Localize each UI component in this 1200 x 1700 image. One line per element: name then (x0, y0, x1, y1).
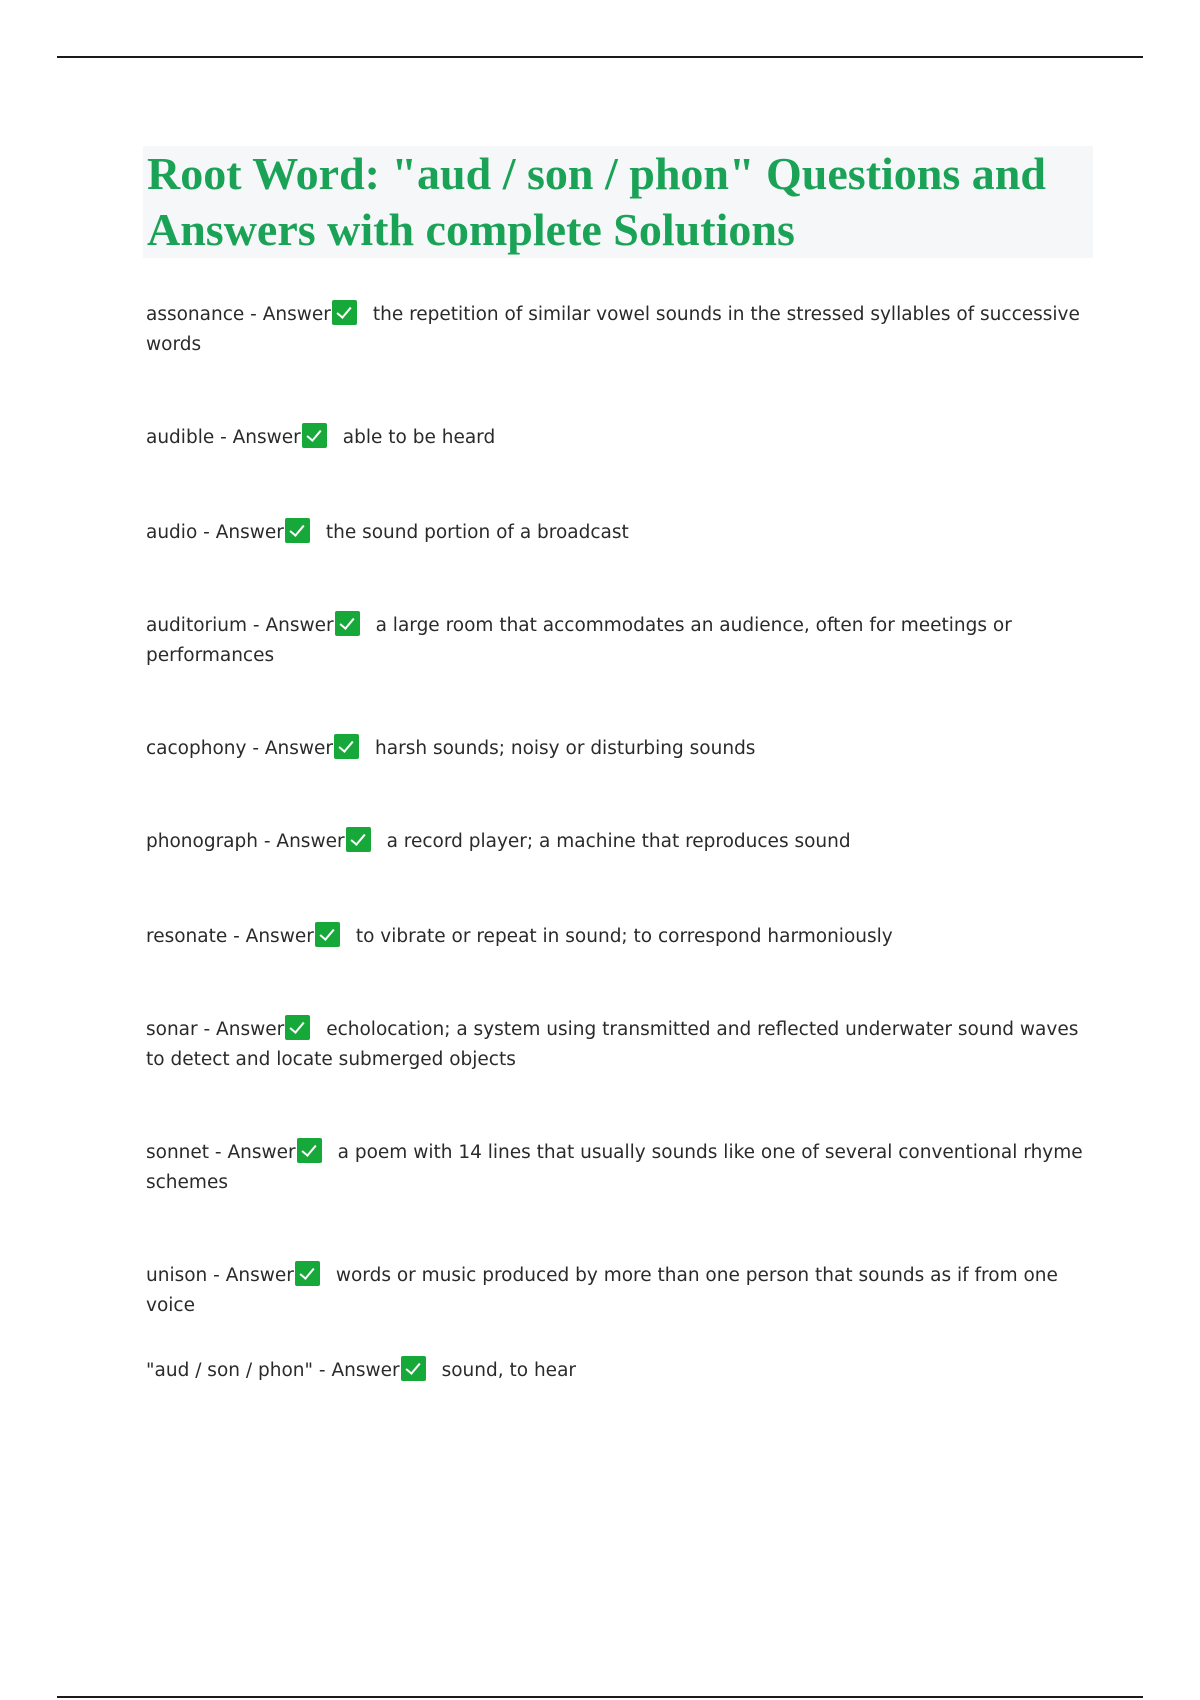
check-box-icon (334, 734, 359, 759)
entry-term: cacophony - Answer (146, 738, 334, 759)
check-box-icon (302, 423, 327, 448)
qa-entry (146, 1015, 1086, 1075)
entry-definition: words or music produced by more than one person that sounds as if from one voice (146, 1265, 1058, 1316)
check-box-icon (285, 1015, 310, 1040)
check-box-icon (315, 922, 340, 947)
entry-term: unison - Answer (146, 1265, 294, 1286)
entry-definition: a record player; a machine that reproduces sound (386, 831, 851, 852)
check-box-icon (295, 1261, 320, 1286)
check-box-icon (285, 518, 310, 543)
qa-entry (146, 922, 1086, 952)
entry-term: audio - Answer (146, 522, 284, 543)
check-box-icon (401, 1356, 426, 1381)
entry-definition: able to be heard (342, 427, 496, 448)
entry-definition: a poem with 14 lines that usually sounds like one of several conventional rhyme schemes (146, 1142, 1083, 1193)
entry-term: sonnet - Answer (146, 1142, 296, 1163)
entry-term: phonograph - Answer (146, 831, 345, 852)
entry-definition: sound, to hear (441, 1360, 577, 1381)
entry-term: audible - Answer (146, 427, 301, 448)
entry-term: assonance - Answer (146, 304, 331, 325)
qa-entry (146, 611, 1086, 671)
entry-definition: echolocation; a system using transmitted and reflected underwater sound waves to detect and locate submerged objects (146, 1019, 1079, 1070)
entry-definition: to vibrate or repeat in sound; to correspond harmoniously (355, 926, 893, 947)
entry-term: sonar - Answer (146, 1019, 285, 1040)
title-block (143, 146, 1093, 258)
check-box-icon (346, 827, 371, 852)
qa-entry (146, 734, 1086, 764)
qa-entry (146, 827, 1086, 857)
qa-entry (146, 1138, 1086, 1198)
entry-definition: the sound portion of a broadcast (325, 522, 629, 543)
entry-definition: the repetition of similar vowel sounds in the stressed syllables of successive words (146, 304, 1080, 355)
qa-entry (146, 518, 1086, 548)
qa-entry (146, 423, 1086, 453)
document-title: Root Word: "aud / son / phon" Questions and Answers with complete Solutions (147, 148, 1046, 255)
entry-definition: a large room that accommodates an audience, often for meetings or performances (146, 615, 1012, 666)
entry-definition: harsh sounds; noisy or disturbing sounds (375, 738, 756, 759)
qa-entry (146, 1356, 1086, 1386)
check-box-icon (297, 1138, 322, 1163)
top-rule (57, 56, 1143, 58)
qa-entry (146, 1261, 1086, 1321)
bottom-rule (57, 1696, 1143, 1698)
entry-term: resonate - Answer (146, 926, 314, 947)
entry-term: auditorium - Answer (146, 615, 334, 636)
qa-entry (146, 300, 1086, 360)
check-box-icon (335, 611, 360, 636)
entry-term: "aud / son / phon" - Answer (146, 1360, 400, 1381)
check-box-icon (332, 300, 357, 325)
